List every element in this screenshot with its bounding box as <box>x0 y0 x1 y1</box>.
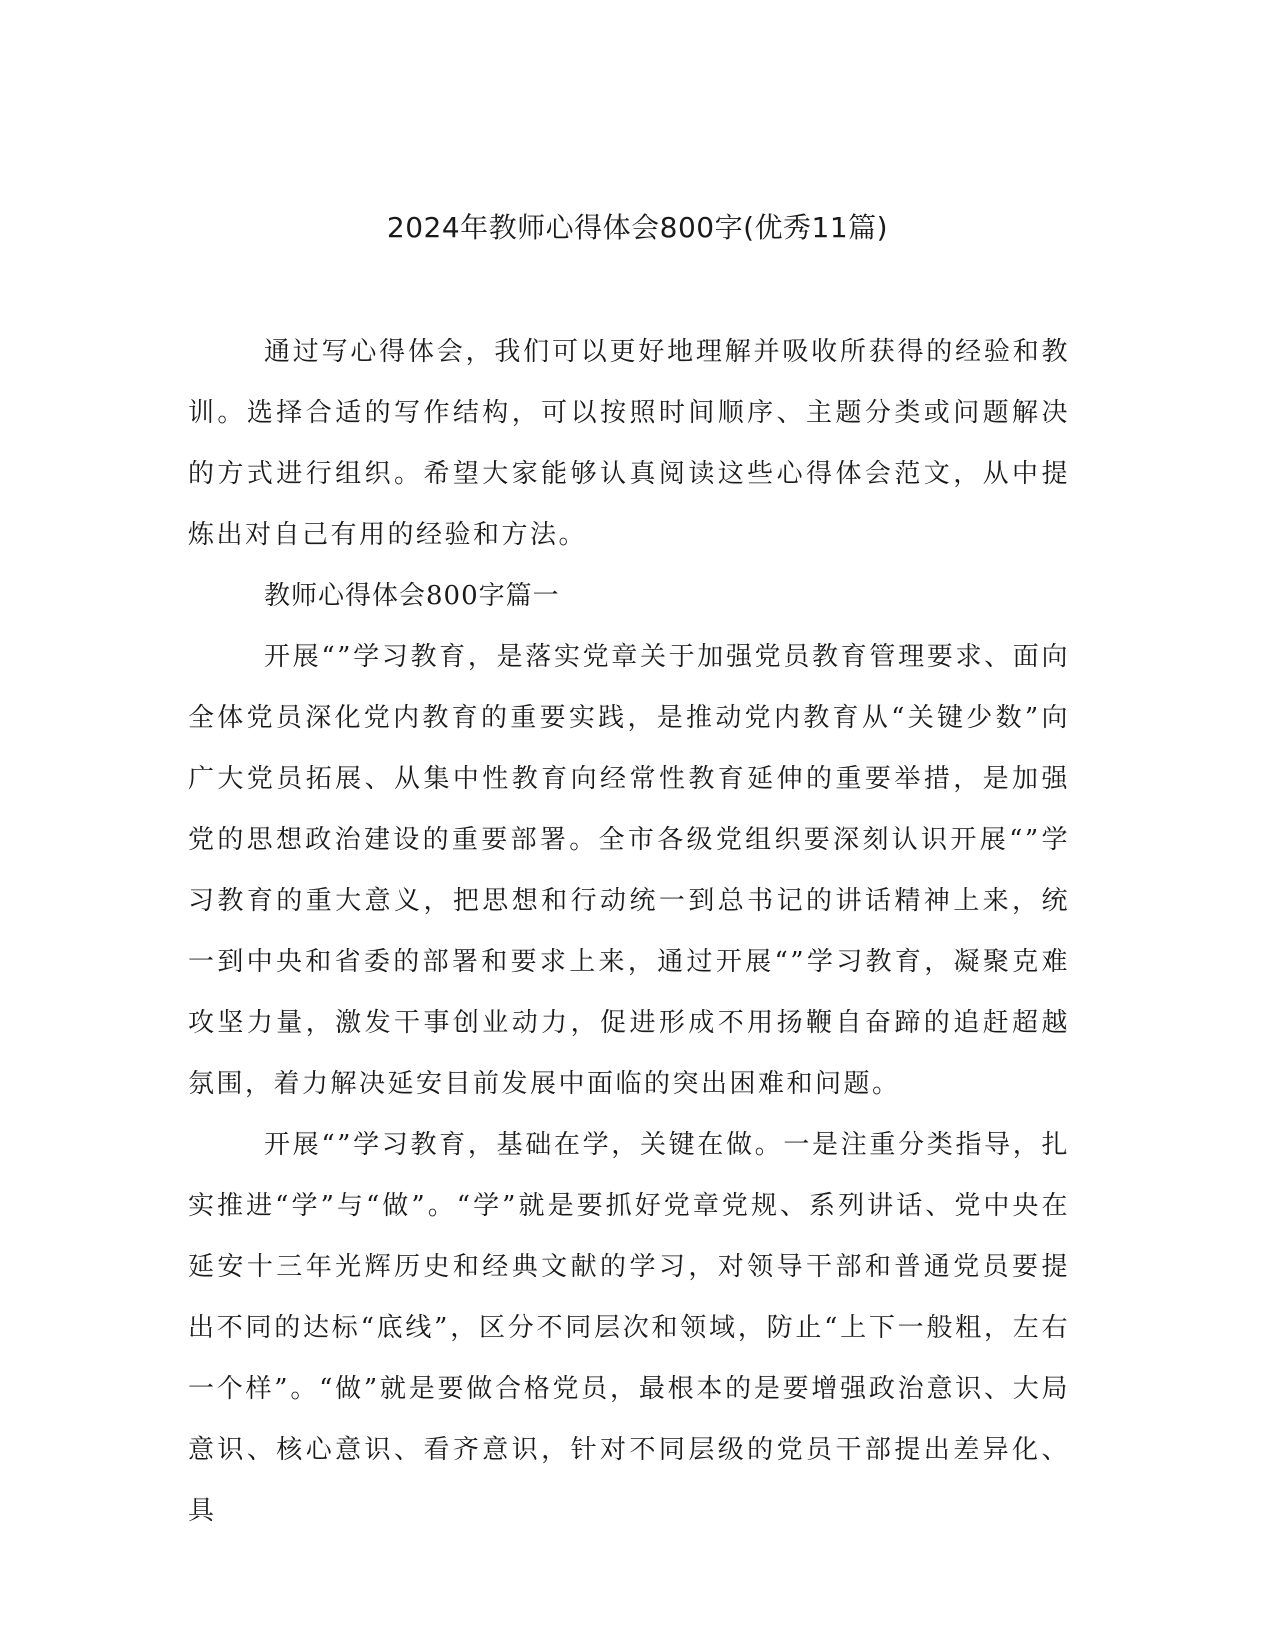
section-heading: 教师心得体会800字篇一 <box>264 581 560 611</box>
intro-paragraph: 通过写心得体会，我们可以更好地理解并吸收所获得的经验和教训。选择合适的写作结构，可以按照时间顺序、主题分类或问题解决的方式进行组织。希望大家能够认真阅读这些心得体会范文，从中提炼出对自己有用的经验和方法。 <box>188 337 1070 550</box>
body-paragraph: 开展“”学习教育，是落实党章关于加强党员教育管理要求、面向全体党员深化党内教育的重要实践，是推动党内教育从“关键少数”向广大党员拓展、从集中性教育向经常性教育延伸的重要举措，是加强党的思想政治建设的重要部署。全市各级党组织要深刻认识开展“”学习教育的重大意义，把思想和行动统一到总书记的讲话精神上来，统一到中央和省委的部署和要求上来，通过开展“”学习教育，凝聚克难攻坚力量，激发干事创业动力，促进形成不用扬鞭自奋蹄的追赶超越氛围，着力解决延安目前发展中面临的突出困难和问题。 <box>188 642 1070 1099</box>
document-title: 2024年教师心得体会800字(优秀11篇) <box>386 211 889 244</box>
body-paragraph: 开展“”学习教育，基础在学，关键在做。一是注重分类指导，扎实推进“学”与“做”。“学”就是要抓好党章党规、系列讲话、党中央在延安十三年光辉历史和经典文献的学习，对领导干部和普通党员要提出不同的达标“底线”，区分不同层次和领域，防止“上下一般粗，左右一个样”。“做”就是要做合格党员，最根本的是要增强政治意识、大局意识、核心意识、看齐意识，针对不同层级的党员干部提出差异化、具 <box>188 1130 1070 1526</box>
document-body <box>188 322 1070 1542</box>
